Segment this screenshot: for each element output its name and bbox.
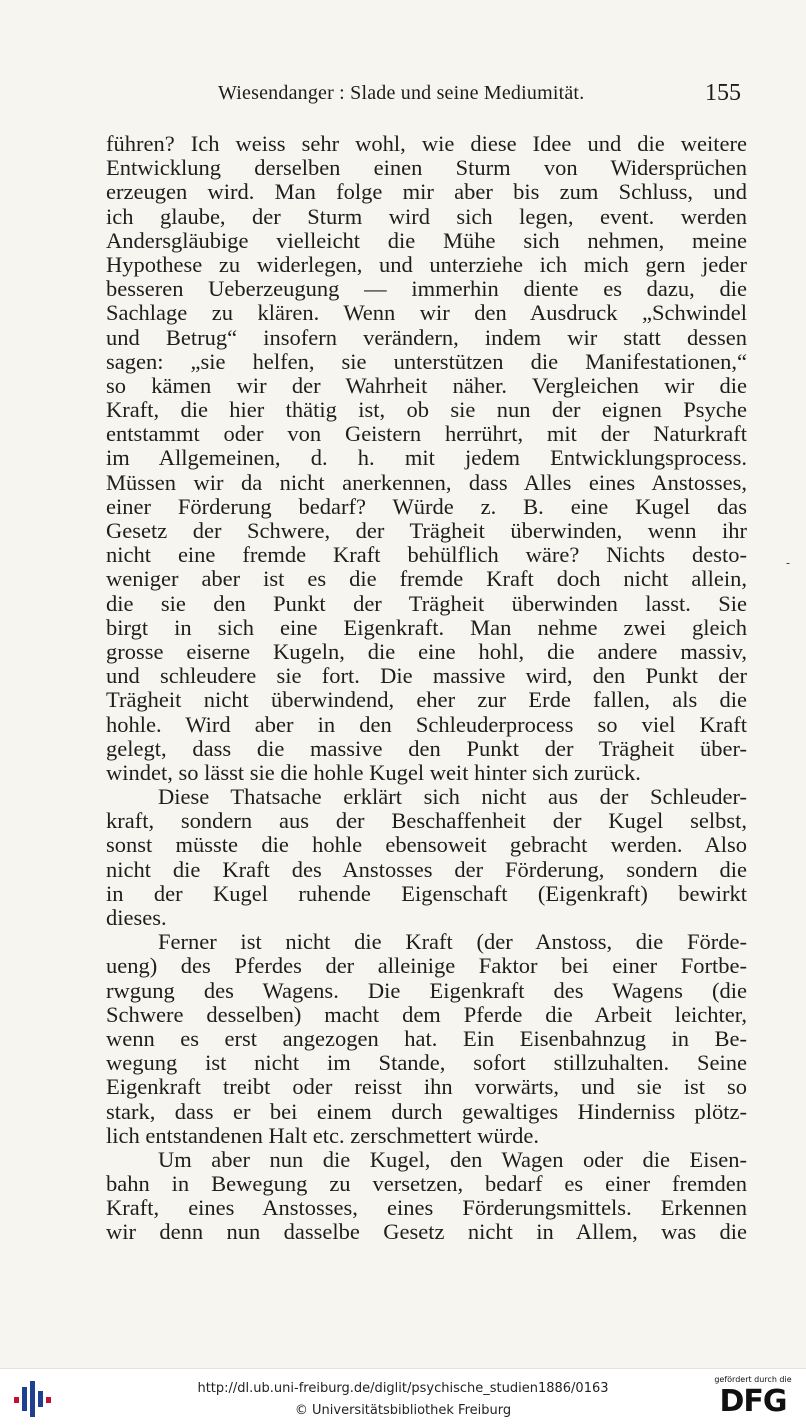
text-line: Kraft, die hier thätig ist, ob sie nun der eignen Psyche bbox=[106, 397, 747, 423]
text-line: Sachlage zu klären. Wenn wir den Ausdruck „Schwindel bbox=[106, 300, 747, 326]
text-line: gelegt, dass die massive den Punkt der Trägheit über- bbox=[106, 735, 747, 761]
text-line: windet, so lässt sie die hohle Kugel weit hinter sich zurück. bbox=[106, 759, 641, 785]
text-line: ich glaube, der Sturm wird sich legen, event. werden bbox=[106, 203, 747, 229]
text-line: nicht eine fremde Kraft behülflich wäre? Nichts desto- bbox=[106, 542, 747, 568]
text-line: rwgung des Wagens. Die Eigenkraft des Wagens (die bbox=[106, 977, 747, 1003]
text-line: ueng) des Pferdes der alleinige Faktor bei einer Fortbe- bbox=[106, 953, 747, 979]
text-line: besseren Ueberzeugung — immerhin diente es dazu, die bbox=[106, 276, 747, 302]
text-line: Diese Thatsache erklärt sich nicht aus der Schleuder- bbox=[158, 784, 747, 810]
text-line: lich entstandenen Halt etc. zerschmettert würde. bbox=[106, 1122, 539, 1148]
dfg-caption: gefördert durch die bbox=[714, 1375, 792, 1384]
text-line: Andersgläubige vielleicht die Mühe sich nehmen, meine bbox=[106, 227, 747, 253]
text-line: dieses. bbox=[106, 905, 167, 930]
dfg-logo bbox=[710, 1375, 796, 1419]
text-line: Trägheit nicht überwindend, eher zur Erde fallen, als die bbox=[106, 687, 747, 713]
text-line: Um aber nun die Kugel, den Wagen oder die Eisen- bbox=[158, 1146, 747, 1172]
text-line: Hypothese zu widerlegen, und unterziehe ich mich gern jeder bbox=[106, 251, 747, 277]
copyright-notice: © Universitätsbibliothek Freiburg bbox=[294, 1403, 512, 1418]
text-line: Gesetz der Schwere, der Trägheit überwinden, wenn ihr bbox=[106, 518, 747, 543]
text-line: wir denn nun dasselbe Gesetz nicht in Allem, was die bbox=[106, 1219, 747, 1245]
text-line: bahn in Bewegung zu versetzen, bedarf es einer fremden bbox=[106, 1171, 747, 1197]
text-line: Eigenkraft treibt oder reisst ihn vorwärts, und sie ist so bbox=[106, 1074, 747, 1100]
text-line: kraft, sondern aus der Beschaffenheit der Kugel selbst, bbox=[106, 808, 747, 834]
text-line: Entwicklung derselben einen Sturm von Widersprüchen bbox=[106, 155, 747, 181]
text-line: sagen: „sie helfen, sie unterstützen die Manifestationen,“ bbox=[106, 348, 747, 374]
text-line: so kämen wir der Wahrheit näher. Vergleichen wir die bbox=[106, 372, 747, 398]
text-line: sonst müsste die hohle ebensoweit gebracht werden. Also bbox=[106, 832, 747, 858]
margin-mark: - bbox=[786, 556, 791, 570]
text-line: wenn es erst angezogen hat. Ein Eisenbahnzug in Be- bbox=[106, 1025, 747, 1051]
text-line: wegung ist nicht im Stande, sofort stillzuhalten. Seine bbox=[106, 1050, 747, 1076]
text-line: birgt in sich eine Eigenkraft. Man nehme zwei gleich bbox=[106, 614, 747, 640]
text-line: Kraft, eines Anstosses, eines Förderungsmittels. Erkennen bbox=[106, 1195, 747, 1221]
text-line: Schwere desselben) macht dem Pferde die Arbeit leichter, bbox=[106, 1001, 747, 1027]
text-line: und schleudere sie fort. Die massive wird, den Punkt der bbox=[106, 663, 747, 689]
text-line: Müssen wir da nicht anerkennen, dass Alles eines Anstosses, bbox=[106, 469, 747, 495]
text-line: grosse eiserne Kugeln, die eine hohl, die andere massiv, bbox=[106, 638, 747, 664]
text-line: hohle. Wird aber in den Schleuderprocess so viel Kraft bbox=[106, 711, 747, 737]
text-line: und Betrug“ insofern verändern, indem wir statt dessen bbox=[106, 324, 747, 350]
text-line: entstammt oder von Geistern herrührt, mit der Naturkraft bbox=[106, 421, 747, 447]
text-line: erzeugen wird. Man folge mir aber bis zum Schluss, und bbox=[106, 179, 747, 205]
text-line: Ferner ist nicht die Kraft (der Anstoss, die Förde- bbox=[158, 929, 747, 955]
page-number: 155 bbox=[705, 80, 741, 106]
text-line: in der Kugel ruhende Eigenschaft (Eigenkraft) bewirkt bbox=[106, 880, 747, 906]
text-line: einer Förderung bedarf? Würde z. B. eine Kugel das bbox=[106, 493, 747, 519]
running-title: Wiesendanger : Slade und seine Mediumität. bbox=[218, 82, 585, 104]
text-line: nicht die Kraft des Anstosses der Förderung, sondern die bbox=[106, 856, 747, 882]
source-url-link[interactable]: http://dl.ub.uni-freiburg.de/diglit/psychische_studien1886/0163 bbox=[197, 1381, 609, 1396]
dfg-wordmark: DFG bbox=[719, 1384, 787, 1419]
footer-bar bbox=[0, 1368, 806, 1427]
text-line: führen? Ich weiss sehr wohl, wie diese Idee und die weitere bbox=[106, 131, 747, 156]
text-line: die sie den Punkt der Trägheit überwinden lasst. Sie bbox=[106, 590, 747, 616]
body-text bbox=[106, 132, 747, 1245]
text-line: stark, dass er bei einem durch gewaltiges Hinderniss plötz- bbox=[106, 1098, 747, 1124]
text-line: im Allgemeinen, d. h. mit jedem Entwicklungsprocess. bbox=[106, 445, 747, 471]
text-line: weniger aber ist es die fremde Kraft doch nicht allein, bbox=[106, 566, 747, 592]
